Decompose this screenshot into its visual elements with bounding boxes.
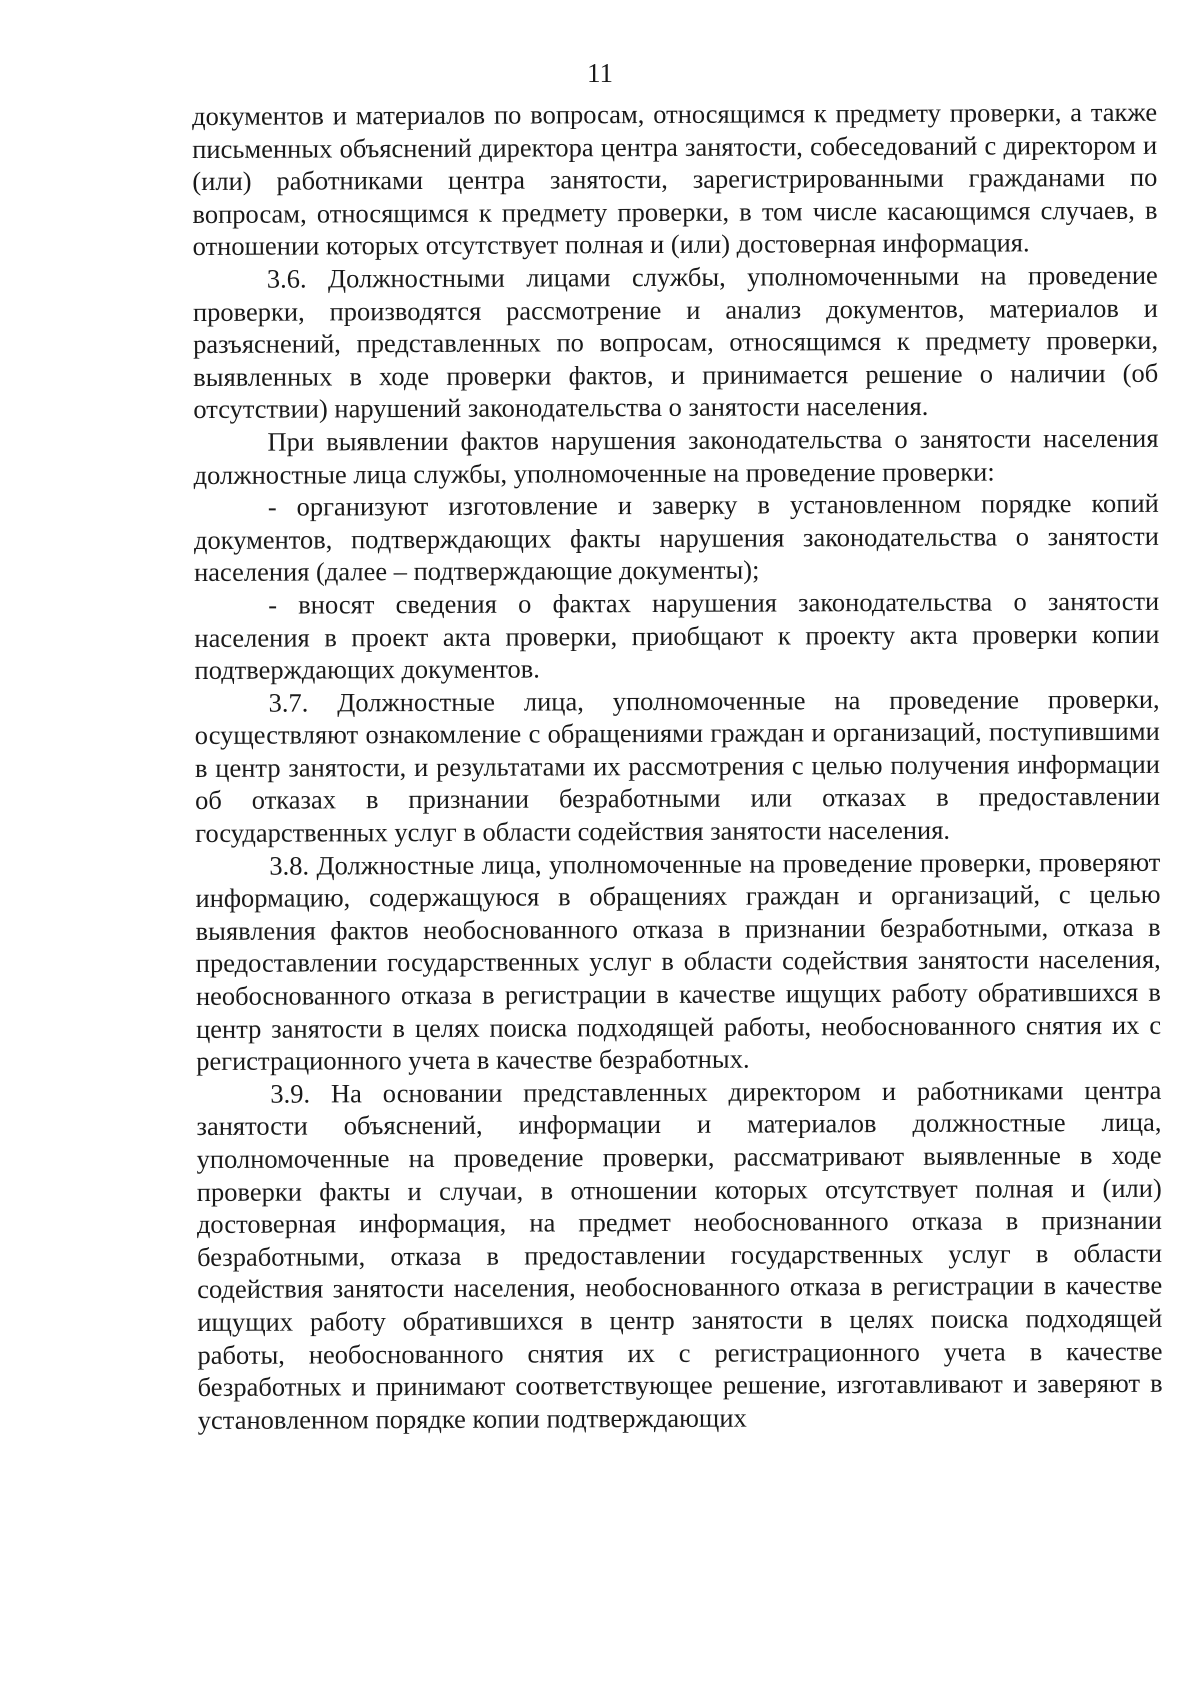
paragraph-3-6: 3.6. Должностными лицами службы, уполномоченными на проведение проверки, производятся рассмотрение и анализ документов, материалов и разъяснений, представленных по вопросам, относящимся к предмету проверки, выявленных в ходе проверки фактов, и принимается решение о наличии (об отсутствии) нарушений законодательства о занятости населения.	[192, 259, 1159, 425]
paragraph-3-9: 3.9. На основании представленных директором и работниками центра занятости объяснений, информации и материалов должностные лица, уполномоченные на проведение проверки, рассматривают выявленные в ходе проверки факты и случаи, в отношении которых отсутствует полная и (или) достоверная информация, на предмет необоснованного отказа в признании безработными, отказа в предоставлении государственных услуг в области содействия занятости населения, необоснованного отказа в регистрации в качестве ищущих работу обратившихся в центр занятости в целях поиска подходящей работы, необоснованного снятия их с регистрационного учета в качестве безработных и принимают соответствующее решение, изготавливают и заверяют в установленном порядке копии подтверждающих	[196, 1074, 1163, 1435]
paragraph-3-7: 3.7. Должностные лица, уполномоченные на проведение проверки, осуществляют ознакомление с обращениями граждан и организаций, поступившими в центр занятости, и результатами их рассмотрения с целью получения информации об отказах в признании безработными или отказах в предоставлении государственных услуг в области содействия занятости населения.	[194, 683, 1161, 849]
page-number: 11	[587, 58, 613, 88]
document-body	[192, 96, 1163, 1437]
paragraph-3-8: 3.8. Должностные лица, уполномоченные на проведение проверки, проверяют информацию, содержащуюся в обращениях граждан и организаций, с целью выявления фактов необоснованного отказа в признании безработными, отказа в предоставлении государственных услуг в области содействия занятости населения, необоснованного отказа в регистрации в качестве ищущих работу обратившихся в центр занятости в целях поиска подходящей работы, необоснованного снятия их с регистрационного учета в качестве безработных.	[195, 846, 1162, 1077]
paragraph-continuation: документов и материалов по вопросам, относящимся к предмету проверки, а также письменных объяснений директора центра занятости, собеседований с директором и (или) работниками центра занятости, зарегистрированными гражданами по вопросам, относящимся к предмету проверки, в том числе касающимся случаев, в отношении которых отсутствует полная и (или) достоверная информация.	[192, 96, 1158, 262]
list-item-copies: - организуют изготовление и заверку в установленном порядке копий документов, подтверждающих факты нарушения законодательства о занятости населения (далее – подтверждающие документы);	[193, 487, 1159, 588]
paragraph-violations-intro: При выявлении фактов нарушения законодательства о занятости населения должностные лица службы, уполномоченные на проведение проверки:	[193, 422, 1159, 490]
list-item-act-draft: - вносят сведения о фактах нарушения законодательства о занятости населения в проект акта проверки, приобщают к проекту акта проверки копии подтверждающих документов.	[194, 585, 1160, 686]
